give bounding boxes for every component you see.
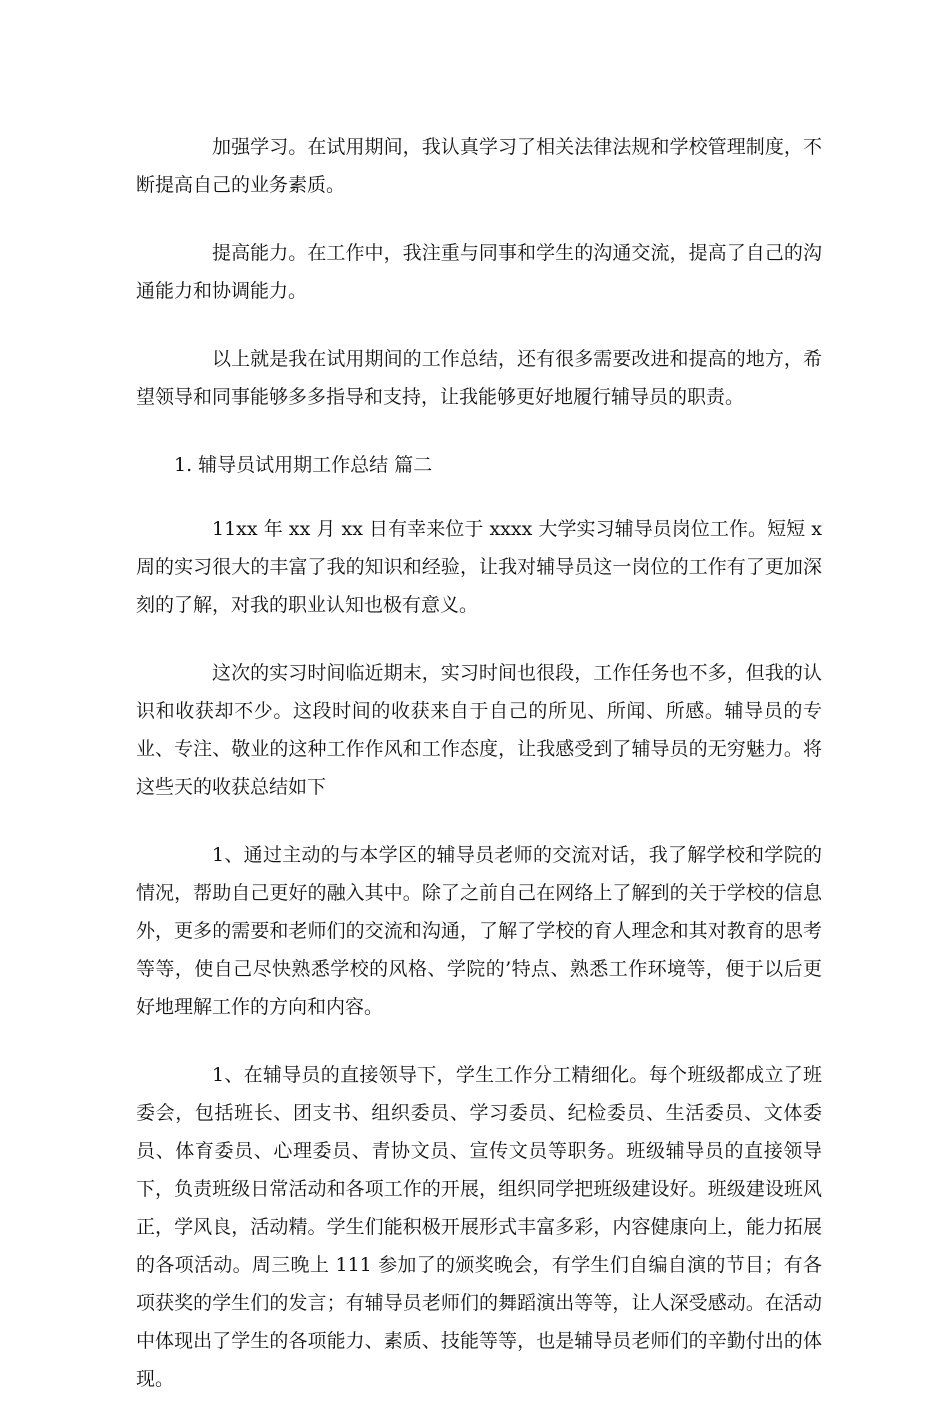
paragraph-summary-closing: 以上就是我在试用期间的工作总结，还有很多需要改进和提高的地方，希望领导和同事能够多多指导和支持，让我能够更好地履行辅导员的职责。 bbox=[136, 348, 822, 408]
paragraph-item-class-committee: 1、在辅导员的直接领导下，学生工作分工精细化。每个班级都成立了班委会，包括班长、团支书、组织委员、学习委员、纪检委员、生活委员、文体委员、体育委员、心理委员、青协文员、宣传文员等职务。班级辅导员的直接领导下，负责班级日常活动和各项工作的开展，组织同学把班级建设好。班级建设班风正，学风良，活动精。学生们能积极开展形式丰富多彩，内容健康向上，能力拓展的各项活动。周三晚上 111 参加了的颁奖晚会，有学生们自编自演的节目；有各项获奖的学生们的发言；有辅导员老师们的舞蹈演出等等，让人深受感动。在活动中体现出了学生的各项能力、素质、技能等等，也是辅导员老师们的辛勤付出的体现。 bbox=[136, 1064, 822, 1390]
paragraph-strengthen-learning: 加强学习。在试用期间，我认真学习了相关法律法规和学校管理制度，不断提高自己的业务素质。 bbox=[136, 136, 822, 196]
paragraph-improve-ability: 提高能力。在工作中，我注重与同事和学生的沟通交流，提高了自己的沟通能力和协调能力。 bbox=[136, 242, 822, 302]
paragraph-internship-gains: 这次的实习时间临近期末，实习时间也很段，工作任务也不多，但我的认识和收获却不少。这段时间的收获来自于自己的所见、所闻、所感。辅导员的专业、专注、敬业的这种工作作风和工作态度，让我感受到了辅导员的无穷魅力。将这些天的收获总结如下 bbox=[136, 662, 822, 798]
paragraph-item-communication: 1、通过主动的与本学区的辅导员老师的交流对话，我了解学校和学院的情况，帮助自己更好的融入其中。除了之前自己在网络上了解到的关于学校的信息外，更多的需要和老师们的交流和沟通，了解了学校的育人理念和其对教育的思考等等，使自己尽快熟悉学校的风格、学院的’特点、熟悉工作环境等，便于以后更好地理解工作的方向和内容。 bbox=[136, 844, 822, 1018]
section-heading: 1. 辅导员试用期工作总结 篇二 bbox=[174, 454, 433, 476]
document-page bbox=[136, 128, 822, 1428]
paragraph-internship-intro: 11xx 年 xx 月 xx 日有幸来位于 xxxx 大学实习辅导员岗位工作。短短 x 周的实习很大的丰富了我的知识和经验，让我对辅导员这一岗位的工作有了更加深刻的了解，对我的职业认知也极有意义。 bbox=[136, 518, 822, 616]
